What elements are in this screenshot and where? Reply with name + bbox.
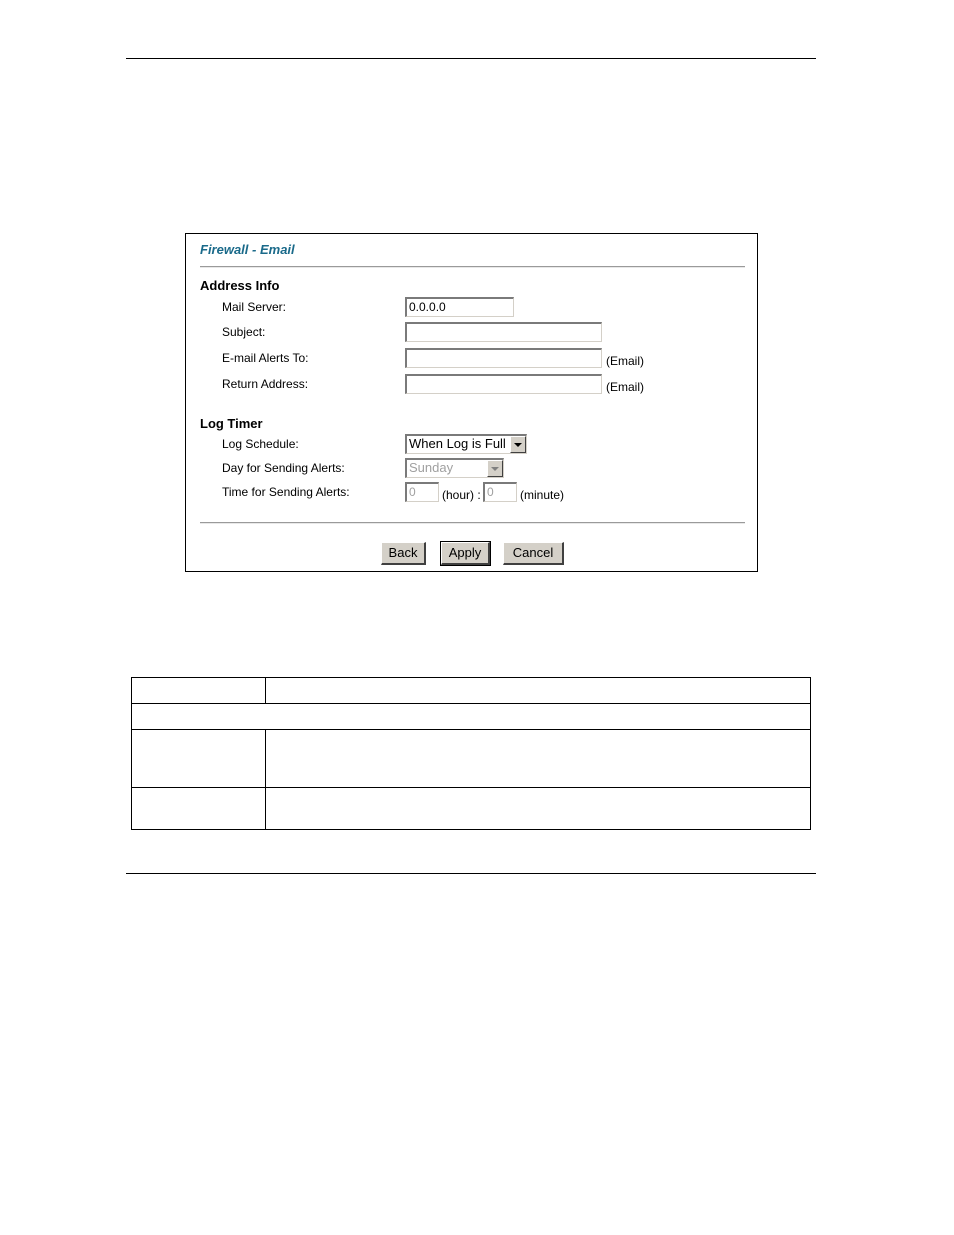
log-schedule-selected: When Log is Full — [409, 436, 506, 451]
table-cell — [266, 730, 811, 788]
table-section-cell — [132, 704, 811, 730]
chevron-down-icon[interactable] — [487, 460, 503, 477]
table-row — [132, 678, 811, 704]
table-row — [132, 788, 811, 830]
subject-label: Subject: — [222, 325, 266, 339]
page-top-rule — [126, 58, 816, 59]
mail-server-label: Mail Server: — [222, 300, 287, 314]
panel-title: Firewall - Email — [200, 242, 295, 257]
table-header-cell — [132, 678, 266, 704]
buttons-divider — [200, 522, 745, 524]
table-row — [132, 730, 811, 788]
time-for-sending-label: Time for Sending Alerts: — [222, 485, 350, 499]
page-bottom-rule — [126, 873, 816, 874]
address-info-heading: Address Info — [200, 278, 280, 293]
day-for-sending-selected: Sunday — [409, 460, 454, 475]
log-schedule-label: Log Schedule: — [222, 437, 299, 451]
day-for-sending-select[interactable] — [405, 458, 504, 478]
apply-button[interactable]: Apply — [441, 542, 490, 565]
email-alerts-to-label: E-mail Alerts To: — [222, 351, 309, 365]
return-address-suffix: (Email) — [606, 380, 644, 394]
table-cell — [132, 788, 266, 830]
day-for-sending-label: Day for Sending Alerts: — [222, 461, 345, 475]
hour-input[interactable]: 0 — [405, 482, 439, 502]
chevron-down-icon[interactable] — [510, 436, 526, 453]
return-address-input[interactable] — [405, 374, 602, 394]
minute-suffix: (minute) — [520, 488, 565, 502]
mail-server-input[interactable]: 0.0.0.0 — [405, 297, 514, 317]
description-table — [131, 677, 811, 830]
log-schedule-select[interactable] — [405, 434, 527, 454]
minute-input[interactable]: 0 — [483, 482, 517, 502]
subject-input[interactable] — [405, 322, 602, 342]
table-cell — [132, 730, 266, 788]
back-button[interactable]: Back — [381, 542, 426, 565]
table-header-cell — [266, 678, 811, 704]
email-alerts-to-suffix: (Email) — [606, 354, 644, 368]
email-alerts-to-input[interactable] — [405, 348, 602, 368]
cancel-button[interactable]: Cancel — [503, 542, 564, 565]
table-row — [132, 704, 811, 730]
hour-suffix: (hour) : — [442, 488, 481, 502]
title-divider — [200, 266, 745, 268]
table-cell — [266, 788, 811, 830]
return-address-label: Return Address: — [222, 377, 309, 391]
firewall-email-panel — [185, 233, 758, 572]
log-timer-heading: Log Timer — [200, 416, 263, 431]
